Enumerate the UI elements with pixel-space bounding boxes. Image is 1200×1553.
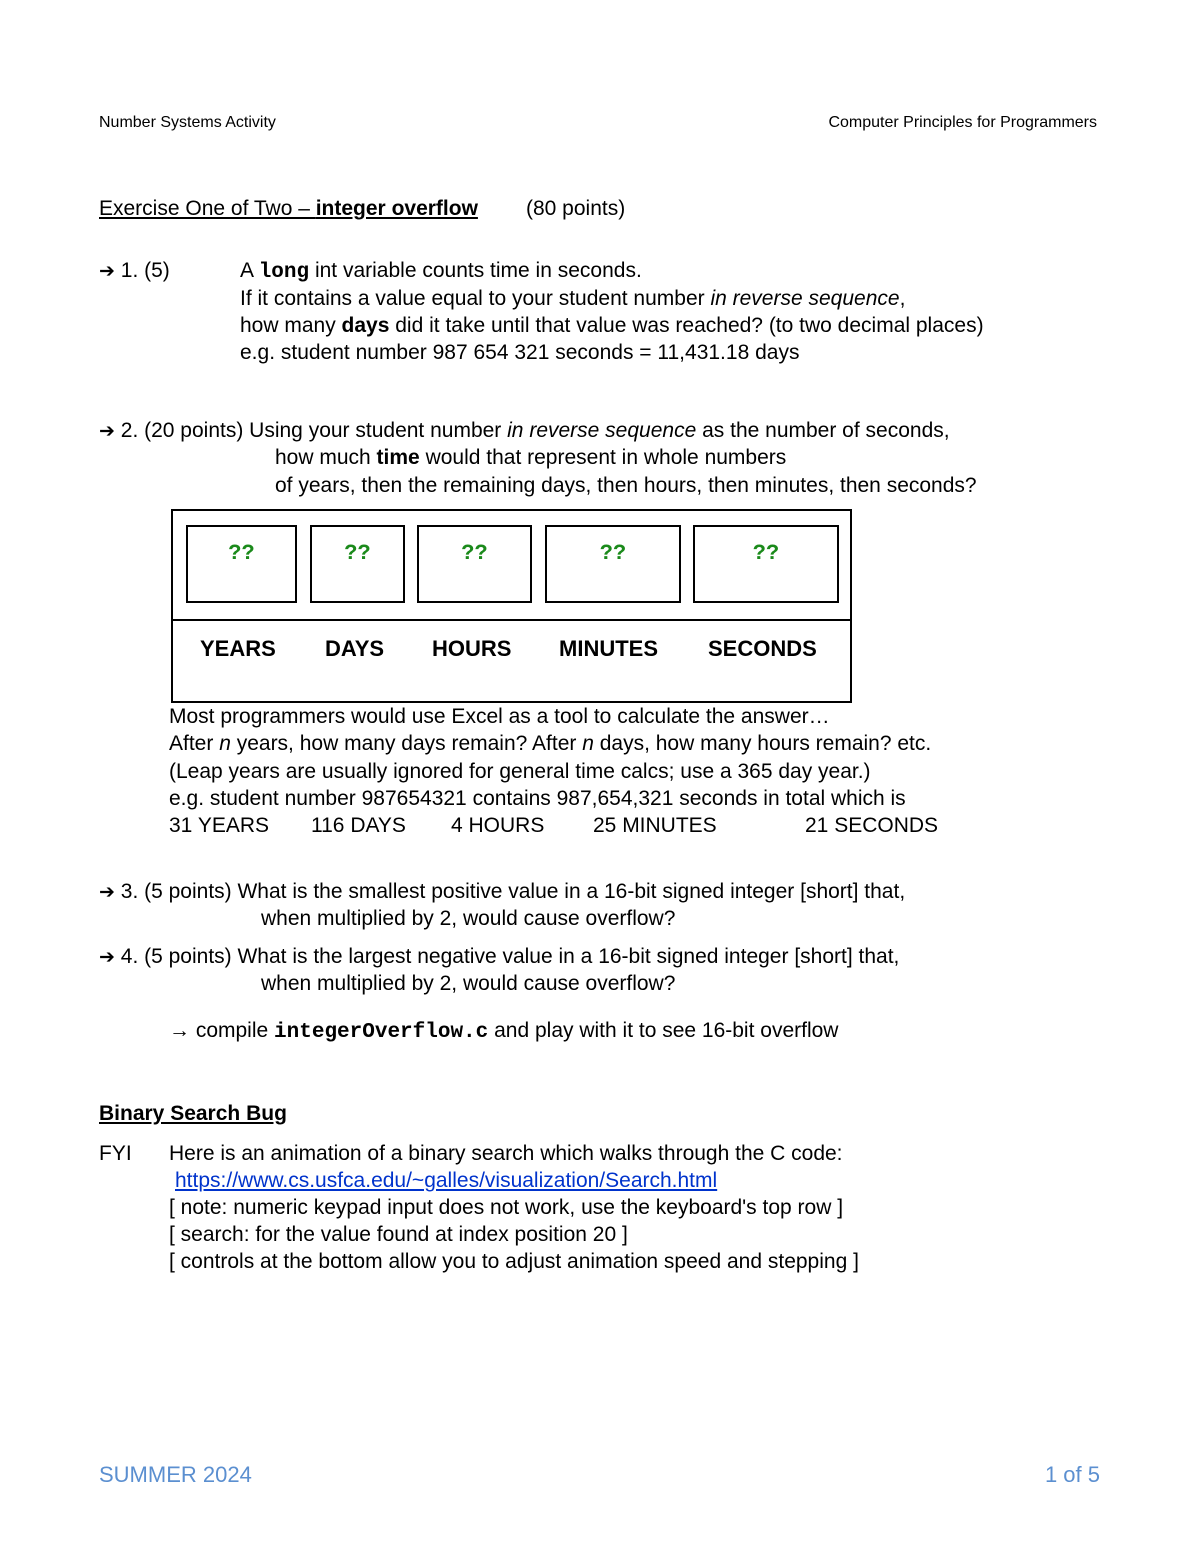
q2-text: years, how many days remain? After [230, 732, 583, 755]
q4-line-1 [99, 943, 899, 971]
example-days: 116 DAYS [311, 814, 406, 837]
right-arrow-icon: → [169, 1019, 190, 1042]
compile-text: and play with it to see 16-bit overflow [488, 1019, 839, 1042]
q1-line-2 [240, 285, 905, 312]
time-answer-table [171, 509, 852, 703]
q1-line-1 [240, 257, 642, 286]
example-minutes: 25 MINUTES [593, 814, 717, 837]
q3-text: 3. (5 points) What is the smallest positive value in a 16-bit signed integer [short] that, [120, 880, 906, 903]
q1-text: did it take until that value was reached? (to two decimal places) [389, 314, 984, 337]
label-minutes: MINUTES [559, 636, 658, 661]
arrow-icon: ➔ [99, 420, 115, 442]
q1-number [99, 257, 170, 285]
days-answer-box: ?? [310, 525, 405, 603]
q1-bold: days [341, 314, 390, 337]
footer-page-number: 1 of 5 [1044, 1462, 1100, 1487]
q2-italic: in reverse sequence [507, 419, 697, 442]
q2-line-1 [99, 417, 950, 445]
q1-text: If it contains a value equal to your student number [240, 287, 711, 310]
years-answer-box: ?? [186, 525, 297, 603]
exercise-title-bold: integer overflow [315, 197, 478, 220]
arrow-icon: ➔ [99, 881, 115, 903]
q4-line-2: when multiplied by 2, would cause overflow? [261, 972, 676, 995]
hours-answer-box: ?? [417, 525, 532, 603]
q2-bold: time [376, 446, 420, 469]
q2-note-3: (Leap years are usually ignored for general time calcs; use a 365 day year.) [169, 760, 871, 783]
q2-text: days, how many hours remain? etc. [593, 732, 932, 755]
binary-line-3: [ search: for the value found at index position 20 ] [169, 1223, 628, 1246]
minutes-answer-box: ?? [545, 525, 681, 603]
q2-italic: n [582, 732, 594, 755]
q2-note-4: e.g. student number 987654321 contains 987,654,321 seconds in total which is [169, 787, 906, 810]
q1-text: how many [240, 314, 342, 337]
q2-line-2 [275, 444, 786, 471]
table-divider [173, 619, 850, 621]
q2-italic: n [219, 732, 231, 755]
q2-text: how much [275, 446, 377, 469]
footer-term: SUMMER 2024 [99, 1462, 252, 1487]
label-days: DAYS [325, 636, 385, 661]
label-seconds: SECONDS [708, 636, 817, 661]
binary-search-title: Binary Search Bug [99, 1102, 287, 1125]
seconds-answer-box: ?? [693, 525, 839, 603]
q4-text: 4. (5 points) What is the largest negative value in a 16-bit signed integer [short] that, [120, 945, 900, 968]
header-left: Number Systems Activity [99, 114, 276, 131]
arrow-icon: ➔ [99, 260, 115, 282]
compile-note [169, 1017, 838, 1046]
label-years: YEARS [200, 636, 276, 661]
fyi-label: FYI [99, 1142, 132, 1165]
header-right: Computer Principles for Programmers [828, 114, 1097, 131]
exercise-title [99, 195, 478, 222]
q2-text: 2. (20 points) Using your student number [120, 419, 508, 442]
q3-line-2: when multiplied by 2, would cause overflow? [261, 907, 676, 930]
q2-text: After [169, 732, 220, 755]
q2-note-2 [169, 730, 931, 757]
q1-italic: in reverse sequence [710, 287, 900, 310]
binary-link-wrap [175, 1167, 717, 1194]
example-hours: 4 HOURS [451, 814, 545, 837]
q1-text: A [240, 259, 259, 282]
q2-text: as the number of seconds, [696, 419, 950, 442]
binary-line-2: [ note: numeric keypad input does not work, use the keyboard's top row ] [169, 1196, 844, 1219]
compile-filename: integerOverflow.c [274, 1021, 489, 1044]
arrow-icon: ➔ [99, 946, 115, 968]
compile-text: compile [190, 1019, 275, 1042]
q3-line-1 [99, 878, 905, 906]
example-years: 31 YEARS [169, 814, 270, 837]
q1-code-long: long [258, 261, 310, 284]
visualization-link[interactable]: https://www.cs.usfca.edu/~galles/visualization/Search.html [175, 1169, 718, 1192]
q1-text: , [899, 287, 906, 310]
example-seconds: 21 SECONDS [805, 814, 939, 837]
binary-line-1: Here is an animation of a binary search which walks through the C code: [169, 1142, 843, 1165]
q2-line-3: of years, then the remaining days, then hours, then minutes, then seconds? [275, 474, 977, 497]
exercise-points: (80 points) [526, 197, 626, 220]
q1-number-label: 1. (5) [120, 259, 170, 282]
label-hours: HOURS [432, 636, 512, 661]
q2-text: would that represent in whole numbers [419, 446, 787, 469]
q1-text: int variable counts time in seconds. [309, 259, 642, 282]
q1-example: e.g. student number 987 654 321 seconds = 11,431.18 days [240, 341, 800, 364]
exercise-title-part1: Exercise One of Two – [99, 197, 316, 220]
q1-line-3 [240, 312, 984, 339]
q2-note-1: Most programmers would use Excel as a tool to calculate the answer… [169, 705, 830, 728]
binary-line-4: [ controls at the bottom allow you to adjust animation speed and stepping ] [169, 1250, 859, 1273]
